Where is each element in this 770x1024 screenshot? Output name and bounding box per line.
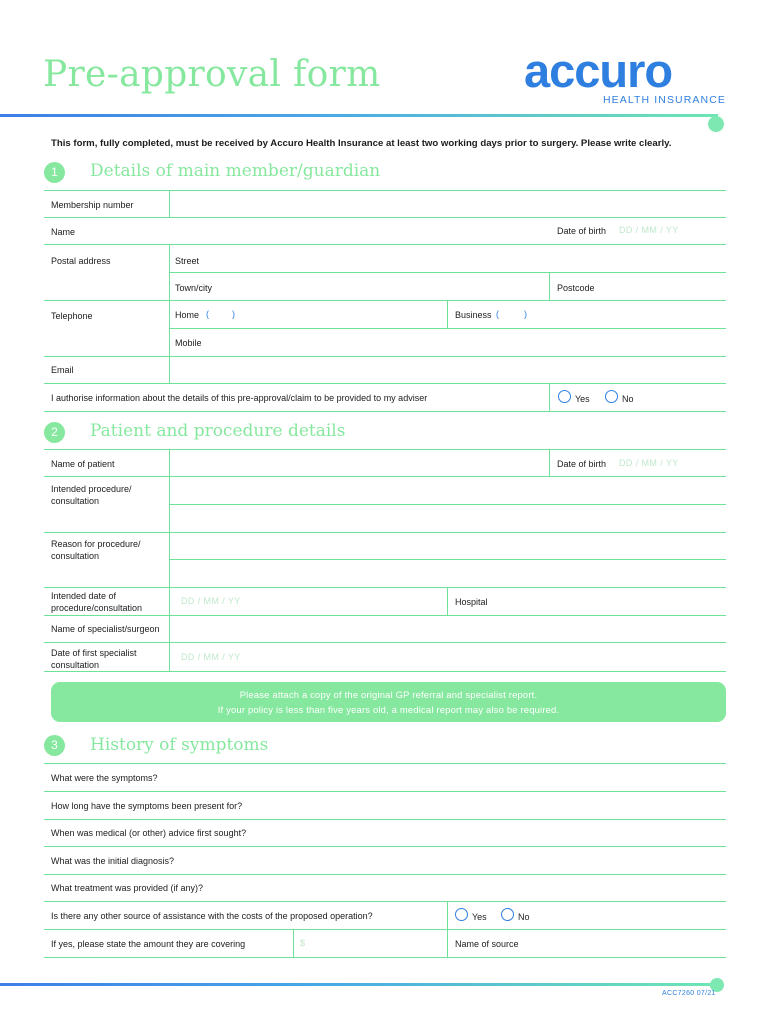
rule xyxy=(44,901,726,902)
postcode-label: Postcode xyxy=(557,283,595,293)
section-1-title: Details of main member/guardian xyxy=(90,161,381,181)
rule xyxy=(169,449,170,671)
home-phone-label: Home xyxy=(175,310,200,320)
membership-number-label: Membership number xyxy=(51,200,134,210)
assistance-yes-label: Yes xyxy=(472,912,487,922)
section-1-number: 1 xyxy=(44,162,65,183)
rule xyxy=(169,504,726,505)
section-3-title: History of symptoms xyxy=(90,735,269,755)
assistance-yes-radio[interactable] xyxy=(455,908,468,921)
assistance-question: Is there any other source of assistance with the costs of the proposed operation? xyxy=(51,911,373,921)
business-phone-label: Business xyxy=(455,310,492,320)
rule xyxy=(447,300,448,328)
logo-wordmark: accuro xyxy=(524,44,673,97)
authorise-adviser-label: I authorise information about the details of this pre-approval/claim to be provided to my adviser xyxy=(51,393,428,403)
attachment-notice xyxy=(51,682,726,722)
authorise-yes-radio[interactable] xyxy=(558,390,571,403)
town-city-label: Town/city xyxy=(175,283,213,293)
rule xyxy=(44,449,726,450)
treatment-question: What treatment was provided (if any)? xyxy=(51,883,204,893)
hospital-label: Hospital xyxy=(455,597,488,607)
header-divider xyxy=(0,114,718,117)
business-area-code-close: ) xyxy=(524,309,527,319)
rule xyxy=(447,901,448,957)
source-name-label: Name of source xyxy=(455,939,519,949)
rule xyxy=(447,587,448,615)
patient-dob-label: Date of birth xyxy=(557,459,607,469)
rule xyxy=(44,190,726,191)
rule xyxy=(549,449,550,476)
postal-address-label: Postal address xyxy=(51,256,111,266)
rule xyxy=(44,383,726,384)
section-2-number: 2 xyxy=(44,422,65,443)
accuro-logo xyxy=(524,44,726,107)
header-divider-dot xyxy=(708,116,724,132)
amount-covered-label: If yes, please state the amount they are covering xyxy=(51,939,246,949)
reason-label: Reason for procedure/ consultation xyxy=(51,539,141,561)
name-label: Name xyxy=(51,227,76,237)
intro-text: This form, fully completed, must be received by Accuro Health Insurance at least two working days prior to surgery. Please write clearly. xyxy=(51,138,672,149)
rule xyxy=(169,244,170,356)
authorise-no-label: No xyxy=(622,394,634,404)
email-label: Email xyxy=(51,365,74,375)
patient-name-label: Name of patient xyxy=(51,459,115,469)
rule xyxy=(549,272,550,300)
rule xyxy=(44,874,726,875)
rule xyxy=(169,356,170,383)
date-of-birth-placeholder[interactable]: DD / MM / YY xyxy=(619,225,679,235)
rule xyxy=(549,383,550,411)
rule xyxy=(44,217,726,218)
rule xyxy=(44,642,726,643)
advice-sought-question: When was medical (or other) advice first sought? xyxy=(51,828,247,838)
rule xyxy=(44,532,726,533)
assistance-no-radio[interactable] xyxy=(501,908,514,921)
authorise-no-radio[interactable] xyxy=(605,390,618,403)
patient-dob-placeholder[interactable]: DD / MM / YY xyxy=(619,458,679,468)
rule xyxy=(44,356,726,357)
page-title: Pre-approval form xyxy=(43,54,381,95)
rule xyxy=(44,929,726,930)
rule xyxy=(44,244,726,245)
assistance-no-label: No xyxy=(518,912,530,922)
first-consultation-placeholder[interactable]: DD / MM / YY xyxy=(181,652,241,662)
notice-line-1: Please attach a copy of the original GP referral and specialist report. xyxy=(239,689,538,700)
date-of-birth-label: Date of birth xyxy=(557,226,607,236)
rule xyxy=(44,587,726,588)
amount-dollar-placeholder[interactable]: $ xyxy=(300,938,306,948)
rule xyxy=(44,615,726,616)
rule xyxy=(44,763,726,764)
initial-diagnosis-question: What was the initial diagnosis? xyxy=(51,856,175,866)
home-area-code-close: ) xyxy=(232,309,235,319)
rule xyxy=(44,671,726,672)
intended-procedure-label: Intended procedure/ consultation xyxy=(51,484,132,506)
rule xyxy=(169,272,726,273)
logo-subtitle: HEALTH INSURANCE xyxy=(602,94,726,106)
business-area-code-open: ( xyxy=(496,309,499,319)
rule xyxy=(44,957,726,958)
symptoms-question: What were the symptoms? xyxy=(51,773,158,783)
mobile-label: Mobile xyxy=(175,338,202,348)
rule xyxy=(169,190,170,217)
specialist-label: Name of specialist/surgeon xyxy=(51,624,160,634)
section-3-number: 3 xyxy=(44,735,65,756)
rule xyxy=(44,411,726,412)
home-area-code-open: ( xyxy=(206,309,209,319)
rule xyxy=(44,791,726,792)
rule xyxy=(293,929,294,957)
intended-date-placeholder[interactable]: DD / MM / YY xyxy=(181,596,241,606)
notice-line-2: If your policy is less than five years old, a medical report may also be required. xyxy=(217,704,560,715)
form-code: ACC7260 07/21 xyxy=(662,990,716,997)
rule xyxy=(169,559,726,560)
authorise-yes-label: Yes xyxy=(575,394,590,404)
rule xyxy=(44,300,726,301)
first-consultation-label: Date of first specialist consultation xyxy=(51,648,137,670)
rule xyxy=(44,476,726,477)
rule xyxy=(44,846,726,847)
rule xyxy=(169,328,726,329)
telephone-label: Telephone xyxy=(51,311,93,321)
symptoms-duration-question: How long have the symptoms been present for? xyxy=(51,801,243,811)
footer-divider xyxy=(0,983,718,986)
section-2-title: Patient and procedure details xyxy=(90,421,346,441)
intended-date-label: Intended date of procedure/consultation xyxy=(51,591,143,613)
rule xyxy=(44,819,726,820)
street-label: Street xyxy=(175,256,200,266)
